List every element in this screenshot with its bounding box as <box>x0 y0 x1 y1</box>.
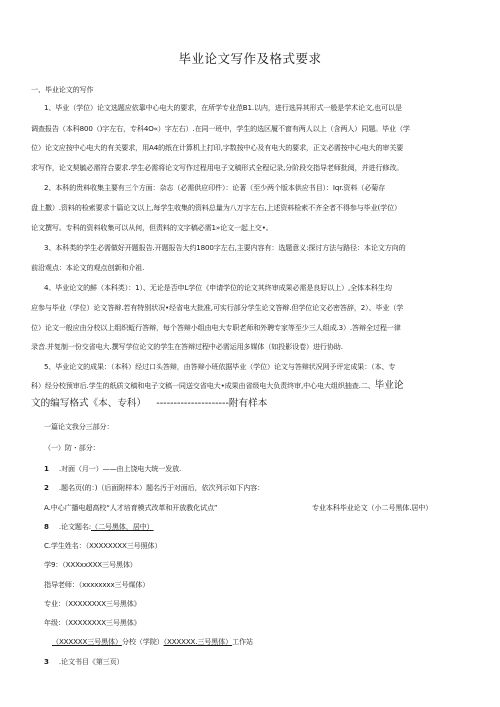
line-unit <box>52 637 253 647</box>
part-one-heading: （一）防・部分： <box>44 443 100 452</box>
line-student-name: C.学生姓名：（XXXXXXXX三号照体） <box>44 541 162 550</box>
para3-line1: 3、本科类的学生必需做好开题报告.开题报告大约1800字左右,主要内容有：选题意义:探讨方法与路径：本论文方向的 <box>44 243 406 252</box>
line-b-thesis-title <box>44 522 154 532</box>
para2-line3: 论文撰写。专科的资料收集可以从何，但责料的文字稿必需1»论文一起上交•。 <box>31 223 273 232</box>
item-cover-number: 1 <box>44 464 49 473</box>
outline-intro: 一篇论文我分三部分： <box>44 422 114 431</box>
item-cover <box>44 464 181 474</box>
item-title-page-number: 2 <box>44 483 49 492</box>
line-major: 专业：（XXXXXXXX三号黑体》 <box>44 599 141 608</box>
line-advisor: 指导老师：（xxxxxxxx三号煤体） <box>44 580 150 589</box>
item-title-page-text: .题名页(的：)（后面附样本）题名汚于对面后，依次列示如下内容： <box>58 483 265 492</box>
line-grade: 年级：（XXXXXXXX三号黑体》 <box>44 618 141 627</box>
line-student-number: 学9：（XXXxxXXX三号黑体） <box>44 560 137 569</box>
format-heading-text: 文的编写格式《本、专科） <box>31 398 147 409</box>
item-toc-number: 3 <box>44 657 49 666</box>
para1-line3: 位）论文应按中心电大的有关要求，用A4的纸在计算机上打印,字数按中心及有电大的要求，正文必需按中心电大的审关要 <box>31 143 404 152</box>
line-b-number: 8 <box>44 522 49 531</box>
para5-line2-text: 科）经分校预审后.学生的纸质文稿和电子文稿一同送交省电大•成果由省级电大负责终审,中心电大组织抽查.二、 <box>31 381 375 390</box>
document-title: 毕业论文写作及格式要求 <box>178 51 322 66</box>
para3-line2: 前沿观点：本论文的观点创新和介祖. <box>31 263 145 272</box>
section-heading-writing: 一、毕业论文的写作 <box>31 85 94 94</box>
item-toc <box>44 657 124 667</box>
line-unit-station: 工作站 <box>232 637 253 646</box>
para2-line1: 2、本科的贵料收集主要有三个方面：杂志（必需供应印件）：论著（至少两个版本供应书目）：Iqr.资料（必菊存 <box>44 183 386 192</box>
line-a-right: 专业本科毕业论文（小二号黑体.居中） <box>312 503 433 512</box>
para4-line4: 录音.并复制一份交省电大.撰写学位论文的学生在答辩过程中必需运用多媒体（如投影设卷）进行协助. <box>31 342 343 351</box>
para5-line2 <box>31 381 403 391</box>
item-cover-text: .对面（月一）——由上饶电大统一发放. <box>58 464 182 473</box>
format-heading-dashes: ---------------------附有样本 <box>156 398 268 409</box>
item-toc-text: .论文书目《第三页） <box>58 657 124 666</box>
line-b-format: （二号黑体，居中） <box>91 522 154 531</box>
para2-line2: 盘上撒）.资料的检索要求十篇论文以上,每学生收集的资料总量为八万字左右,上述资料检索不齐全者不得参与毕业(学位） <box>31 203 402 212</box>
line-unit-station-format: （XXXXXX.三号黑体） <box>163 637 233 646</box>
para4-line2: 应参与毕业（学位）论文答辩.若有特别状况•经省电大批准,可实行部分学生论文答辩.但学位论文必密答辞，2）、毕业（学 <box>31 303 404 312</box>
para1-line2: 调查报告（本科800（)字左右，专科4O«）字左右）.在同一班中，学生的选区履不窗有两人以上（含两人）同题。毕业（学 <box>31 124 410 133</box>
line-unit-branch-format: （XXXXXX三号黑体） <box>52 637 122 646</box>
line-b-label: .论文题名: <box>58 522 92 531</box>
para5-line2-tail: 毕业论 <box>374 380 404 391</box>
line-unit-branch: 分校（学院） <box>121 637 164 646</box>
para4-line1: 4、毕业论文的鮮（本科类）：1）、无论是否申L学位《申请学位的论文其终审成果必需是良好以上）,全体本科生均 <box>44 283 392 292</box>
para1-line4: 求写作，论文契毓必需符合要求.学生必需将论文写作过程用电子文稿形式全程记录,分阶段交指导老师批阅，并进行修改。 <box>31 163 404 172</box>
format-heading <box>31 399 267 409</box>
item-title-page <box>44 483 264 493</box>
para1-line1: 1、毕业（学位）论文选题应依靠中心电大的要求，在所学专业范B1.以内，进行选异其形式一般是学术论文,也可以是 <box>44 103 402 112</box>
para5-line1: 5、毕业论文的成果：（本科）经过口头答辩，由答辩小班依据毕业（学位）论文与答辩状况网予评定成果：（本、专 <box>44 362 396 371</box>
line-a-left: A.中心广播电超高校“人才培育模式改革和开放教化试点” <box>44 503 218 512</box>
para4-line3: 位）论文一般应由分校以上组织蚯行答辩，每个答辩小组由电大专职老师和外聘专家等至少三人组成.3）.答辩全过程一律 <box>31 323 401 332</box>
